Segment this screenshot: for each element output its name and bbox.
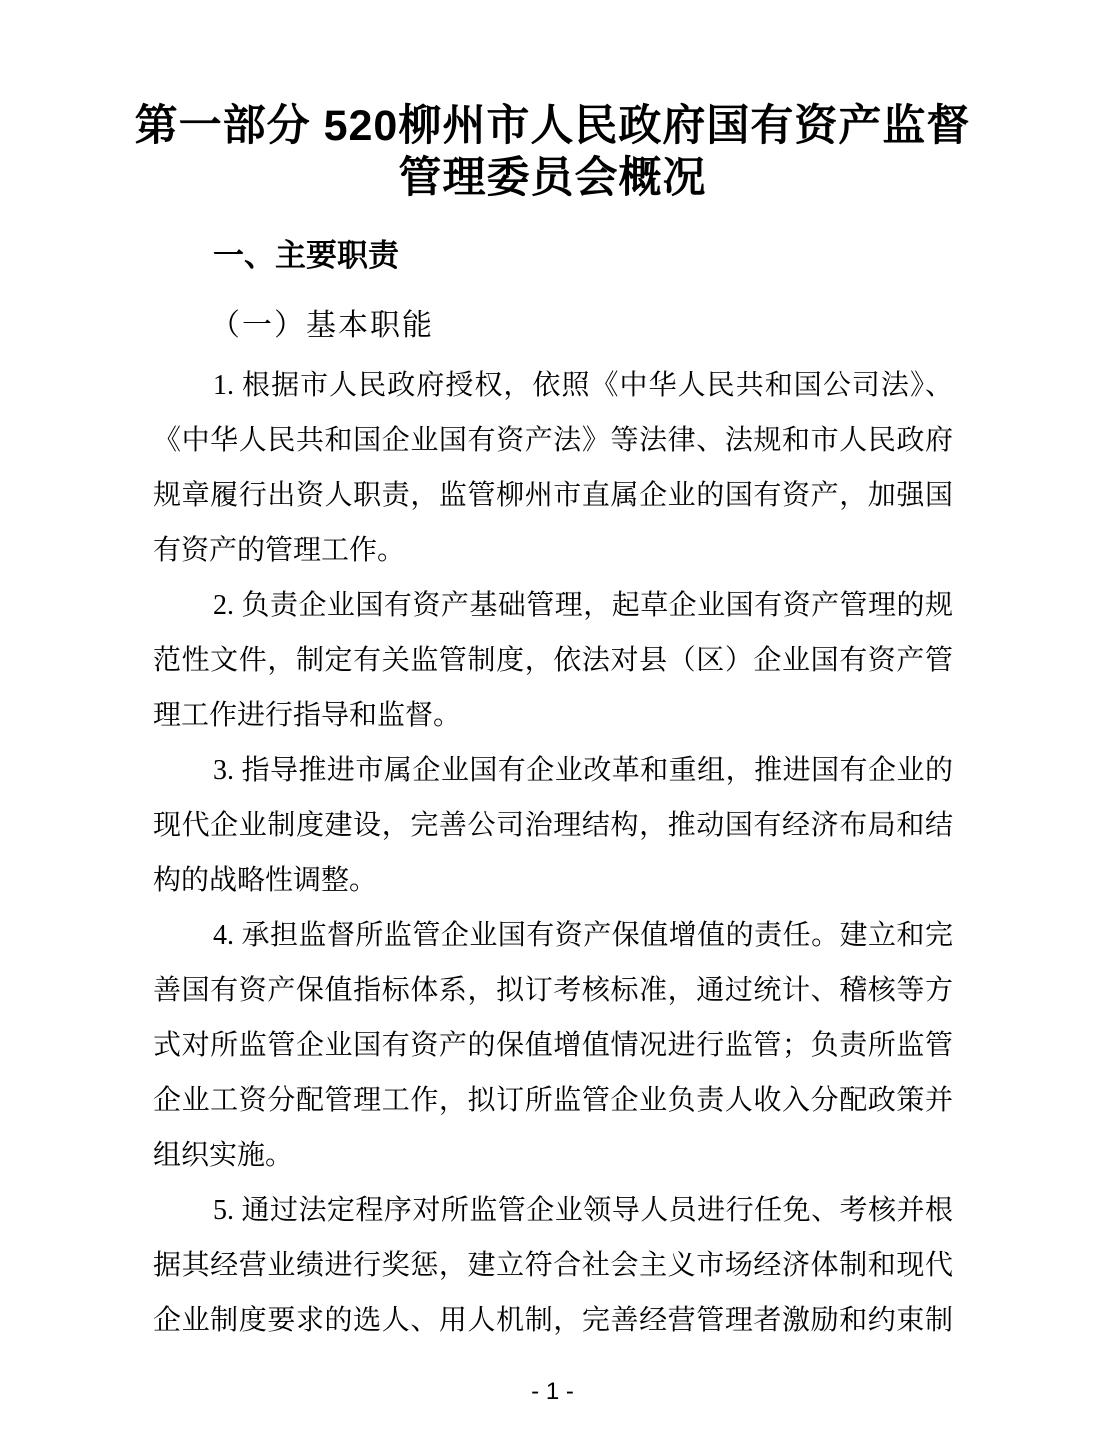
body-line: 理工作进行指导和监督。: [153, 700, 462, 731]
body-line: 企业制度要求的选人、用人机制，完善经营管理者激励和约束制: [153, 1305, 953, 1336]
page-number: - 1 -: [531, 1378, 574, 1405]
section-heading: 一、主要职责: [213, 238, 399, 273]
body-line: 有资产的管理工作。: [153, 535, 406, 566]
document-body: [153, 358, 953, 1348]
body-line: 据其经营业绩进行奖惩，建立符合社会主义市场经济体制和现代: [153, 1250, 953, 1281]
body-line: 企业工资分配管理工作，拟订所监管企业负责人收入分配政策并: [153, 1085, 953, 1116]
document-title: [0, 0, 1105, 204]
body-line: 4. 承担监督所监管企业国有资产保值增值的责任。建立和完: [213, 920, 953, 951]
body-line: 式对所监管企业国有资产的保值增值情况进行监管；负责所监管: [153, 1030, 953, 1061]
body-line: 善国有资产保值指标体系，拟订考核标准，通过统计、稽核等方: [153, 975, 953, 1006]
body-line: 现代企业制度建设，完善公司治理结构，推动国有经济布局和结: [153, 810, 953, 841]
body-line: 2. 负责企业国有资产基础管理，起草企业国有资产管理的规: [213, 590, 953, 621]
document-title-line-1: 第一部分 520柳州市人民政府国有资产监督: [134, 102, 971, 150]
subsection-heading: （一）基本职能: [210, 309, 434, 342]
body-line: 5. 通过法定程序对所监管企业领导人员进行任免、考核并根: [213, 1195, 953, 1226]
body-line: 构的战略性调整。: [153, 865, 378, 896]
body-line: 组织实施。: [153, 1140, 294, 1171]
document-title-line-2: 管理委员会概况: [398, 154, 707, 202]
paragraph: [153, 578, 953, 743]
paragraph: [153, 1183, 953, 1348]
body-line: 范性文件，制定有关监管制度，依法对县（区）企业国有资产管: [153, 645, 953, 676]
paragraph: [153, 743, 953, 908]
body-line: 1. 根据市人民政府授权，依照《中华人民共和国公司法》、: [213, 370, 953, 401]
body-line: 规章履行出资人职责，监管柳州市直属企业的国有资产，加强国: [153, 480, 953, 511]
body-line: 《中华人民共和国企业国有资产法》等法律、法规和市人民政府: [153, 425, 953, 456]
body-line: 3. 指导推进市属企业国有企业改革和重组，推进国有企业的: [213, 755, 953, 786]
paragraph: [153, 908, 953, 1183]
paragraph: [153, 358, 953, 578]
